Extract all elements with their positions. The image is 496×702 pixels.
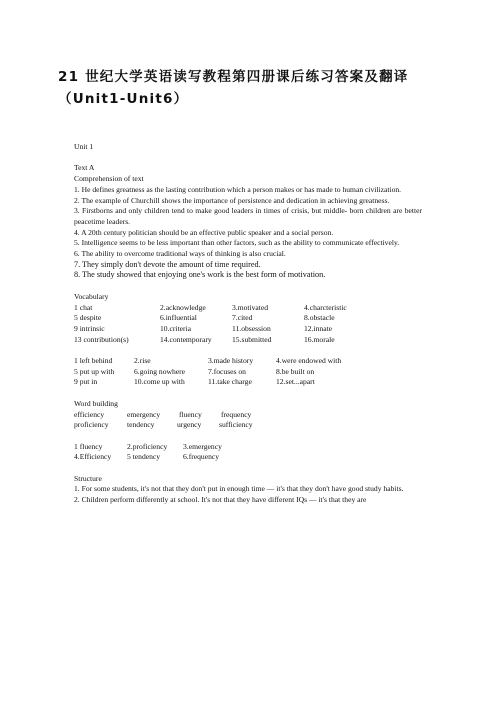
phrase-answer: 9 put in [74,377,98,387]
phrase-answer: 6.going nowhere [134,366,186,376]
word-form: sufficiency [219,420,253,430]
word-form: proficiency [74,420,109,430]
comprehension-item: 5. Intelligence seems to be less important than other factors, such as the ability to communicate effectively. [74,238,400,248]
unit-heading: Unit 1 [74,142,94,151]
word-answer: 2.proficiency [127,441,168,451]
phrase-answer: 11.take charge [208,377,252,387]
phrase-row [74,377,422,388]
word-form: tendency [127,420,155,430]
word-form: urgency [177,420,202,430]
comprehension-item: 7. They simply don't devote the amount of time required. [74,259,261,269]
word-building-answer-row [74,452,422,463]
vocabulary-heading: Vocabulary [74,291,109,301]
vocab-answer: 13 contribution(s) [74,334,129,344]
comprehension-item: 3. Firstborns and only children tend to make good leaders in times of crisis, but middle- born children are better peacetime leaders. [74,206,422,226]
word-form: emergency [127,409,161,419]
vocab-answer: 10.criteria [160,323,191,333]
word-answer: 1 fluency [74,441,103,451]
title-line-2: （Unit1-Unit6） [58,91,189,107]
vocabulary-row [74,313,422,324]
comprehension-item: 1. He defines greatness as the lasting contribution which a person makes or has made to human civilization. [74,184,402,194]
vocabulary-row [74,303,422,314]
word-building-answer-row [74,442,422,453]
vocab-answer: 16.morale [304,334,335,344]
vocab-answer: 6.influential [160,313,197,323]
word-building-row [74,420,422,431]
title-line-1: 21 世纪大学英语读写教程第四册课后练习答案及翻译 [58,69,409,85]
vocab-answer: 11.obsession [232,323,271,333]
phrase-answer: 2.rise [134,356,151,366]
phrase-answer: 1 left behind [74,356,113,366]
comprehension-item: 4. A 20th century politician should be an effective public speaker and a social person. [74,227,334,237]
vocab-answer: 8.obstacle [304,313,335,323]
phrase-answer: 10.come up with [134,377,185,387]
vocab-answer: 14.contemporary [160,334,212,344]
word-building-heading: Word building [74,398,118,408]
comprehension-item: 8. The study showed that enjoying one's work is the best form of motivation. [74,270,326,280]
comprehension-item: 2. The example of Churchill shows the importance of persistence and dedication in achieving greatness. [74,195,390,205]
word-form: efficiency [74,409,105,419]
text-heading: Text A [74,163,95,173]
word-form: frequency [221,409,252,419]
vocab-answer: 2.acknowledge [160,302,206,312]
word-answer: 5 tendency [127,452,161,462]
phrase-row [74,367,422,378]
structure-item: 2. Children perform differently at school. It's not that they have different IQs — it's that they are [74,495,367,505]
phrase-answer: 4.were endowed with [276,356,342,366]
document-body [74,142,422,506]
structure-heading: Structure [74,473,102,483]
document-title [58,66,438,110]
word-answer: 3.emergency [183,441,222,451]
comprehension-heading: Comprehension of text [74,174,144,184]
word-building-row [74,410,422,421]
vocabulary-row [74,324,422,335]
phrase-answer: 8.be built on [276,366,315,376]
vocab-answer: 4.charcteristic [304,302,347,312]
word-answer: 6.frequency [183,452,220,462]
phrase-answer: 5 put up with [74,366,115,376]
word-answer: 4.Efficiency [74,452,112,462]
phrase-row [74,356,422,367]
phrase-answer: 7.focuses on [208,366,246,376]
vocab-answer: 1 chat [74,302,93,312]
phrase-answer: 12.set...apart [276,377,315,387]
vocab-answer: 9 intrinsic [74,323,105,333]
vocab-answer: 7.cited [232,313,253,323]
comprehension-item: 6. The ability to overcome traditional ways of thinking is also crucial. [74,249,286,259]
word-form: fluency [179,409,202,419]
vocab-answer: 15.submitted [232,334,272,344]
phrase-answer: 3.made history [208,356,254,366]
vocab-answer: 12.innate [304,323,333,333]
structure-item: 1. For some students, it's not that they don't put in enough time — it's that they don't have good study habits. [74,484,404,494]
vocab-answer: 5 despite [74,313,102,323]
vocab-answer: 3.motivated [232,302,269,312]
vocabulary-row [74,335,422,346]
